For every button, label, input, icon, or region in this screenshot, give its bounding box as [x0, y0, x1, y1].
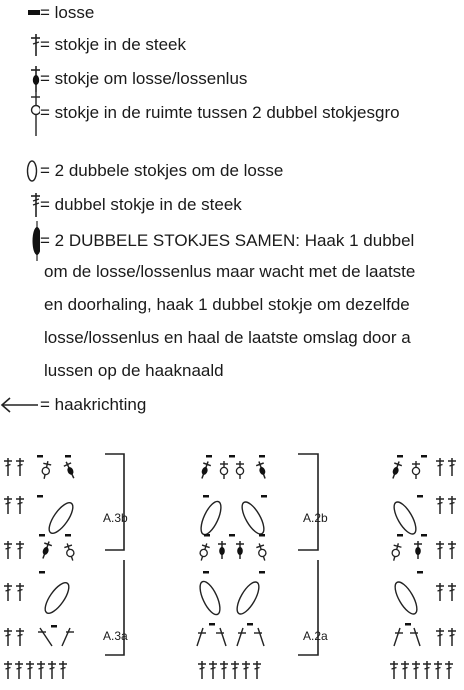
chart-group-right: [389, 455, 456, 679]
legend-text: = stokje in de ruimte tussen 2 dubbel stokjesgro: [40, 103, 400, 122]
row-5: [391, 571, 456, 617]
row-6: [197, 534, 268, 562]
row-3: [4, 661, 67, 679]
chain-icon: [0, 0, 40, 28]
legend-item-two-double-trebles: [0, 158, 283, 184]
row-4: [4, 625, 74, 646]
label-a3a: A.3a: [103, 629, 128, 643]
direction-arrow-icon: [0, 390, 40, 420]
row-8: [389, 455, 456, 480]
legend-item-direction: [0, 392, 146, 418]
chart-group-a2: [196, 454, 328, 679]
legend-text: = losse: [40, 3, 95, 22]
treble-in-stitch-icon: [0, 30, 40, 60]
legend-text: = 2 dubbele stokjes om de losse: [40, 161, 284, 180]
legend-text: = dubbel stokje in de steek: [40, 195, 242, 214]
legend-item-treble-in-stitch: [0, 32, 186, 58]
legend-item-two-dtr-together: [0, 228, 414, 254]
two-double-trebles-together-icon: [0, 226, 40, 256]
row-6: [4, 534, 77, 562]
row-6: [390, 534, 456, 562]
legend-text: = haakrichting: [40, 395, 147, 414]
bracket-a2b: [298, 454, 318, 550]
row-4: [394, 623, 456, 646]
row-4: [197, 623, 264, 646]
row-7: [390, 495, 456, 537]
crochet-chart: [0, 440, 464, 690]
legend-continuation-line: lussen op de haaknaald: [44, 361, 224, 380]
row-7: [4, 495, 77, 537]
legend-text: = 2 DUBBELE STOKJES SAMEN: Haak 1 dubbel: [40, 231, 415, 250]
legend-text: = stokje in de steek: [40, 35, 187, 54]
legend-continuation-line: losse/lossenlus en haal de laatste omslag door a: [44, 328, 411, 347]
row-3: [390, 661, 453, 679]
legend-item-chain: [0, 0, 94, 26]
legend-item-treble-around-chain: [0, 66, 247, 92]
legend-item-treble-in-space: [0, 100, 400, 126]
bracket-a3b: [105, 454, 124, 550]
label-a2b: A.2b: [303, 511, 328, 525]
row-5: [4, 571, 73, 617]
label-a3b: A.3b: [103, 511, 128, 525]
legend-item-double-treble: [0, 192, 242, 218]
chart-group-a3: [4, 454, 128, 679]
row-8: [4, 455, 77, 480]
legend-continuation-line: om de losse/lossenlus maar wacht met de laatste: [44, 262, 416, 281]
row-3: [198, 661, 261, 679]
row-8: [198, 455, 269, 480]
two-double-trebles-oval-icon: [0, 156, 40, 186]
row-5: [196, 571, 265, 617]
treble-in-space-icon: [0, 98, 40, 128]
row-7: [197, 495, 268, 537]
label-a2a: A.2a: [303, 629, 328, 643]
legend-text: = stokje om losse/lossenlus: [40, 69, 248, 88]
treble-around-chain-icon: [0, 64, 40, 94]
legend-continuation-line: en doorhaling, haak 1 dubbel stokje om dezelfde: [44, 295, 410, 314]
double-treble-in-stitch-icon: [0, 190, 40, 220]
